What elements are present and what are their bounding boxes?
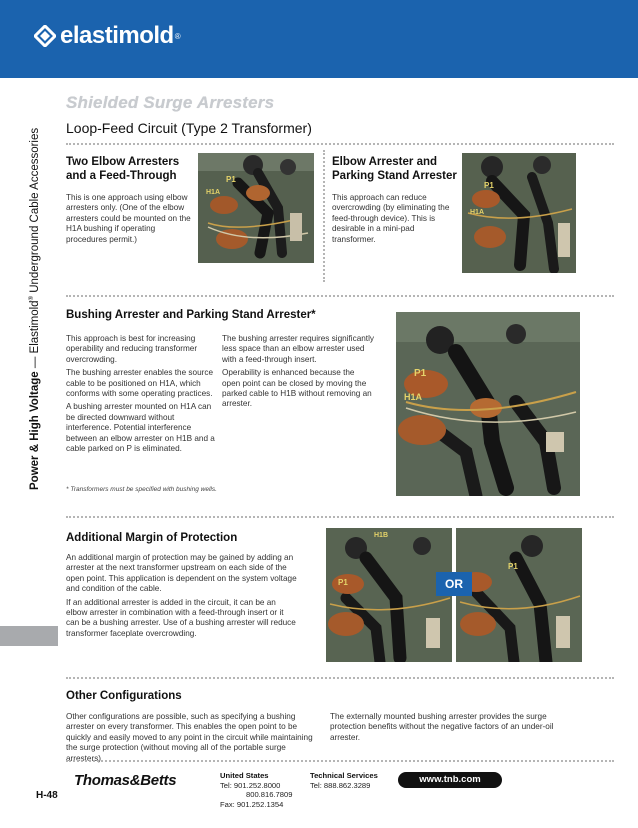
divider xyxy=(66,516,614,518)
elastimold-logo[interactable] xyxy=(34,22,181,50)
photo-elbow-parking-arrester xyxy=(462,153,576,273)
photo-label-h1b: H1B xyxy=(374,532,389,539)
divider xyxy=(66,677,614,679)
category-separator: — xyxy=(28,353,41,372)
photo-two-elbow-arresters xyxy=(198,153,314,263)
us-contact: United States Tel: 901.252.8000 800.816.7809 Fax: 901.252.1354 xyxy=(220,771,293,809)
section-tab-marker xyxy=(0,626,58,646)
photo-label-h1a: H1A xyxy=(404,392,423,402)
bushing-footnote: * Transformers must be specified with bushing wells. xyxy=(66,486,217,493)
other-configs-heading: Other Configurations xyxy=(66,690,182,702)
category-bold: Power & High Voltage xyxy=(28,371,41,490)
elbow-parking-body: This approach can reduce overcrowding (by eliminating the feed-through device). This is desirable in a mini-pad transformer. xyxy=(332,193,450,244)
photo-label-h1a: H1A xyxy=(206,189,221,196)
bushing-parking-heading: Bushing Arrester and Parking Stand Arrester* xyxy=(66,309,316,321)
photo-label-p1: P1 xyxy=(226,175,236,184)
elbow-parking-heading: Elbow Arrester and Parking Stand Arrester xyxy=(332,156,457,182)
bushing-parking-col2: The bushing arrester requires significantly less space than an elbow arrester used with a feed-through insert. Operability is enhanced because the open point can be closed by moving the parked cable to H1B without removing an arrester. xyxy=(222,334,374,409)
photo-additional-right xyxy=(456,528,582,662)
two-elbow-heading: Two Elbow Arresters and a Feed-Through xyxy=(66,156,180,182)
header-bar xyxy=(0,0,638,78)
category-registered: ® xyxy=(29,295,35,301)
diamond-logo-icon xyxy=(34,25,56,47)
photo-label-p1: P1 xyxy=(508,562,518,571)
brand-name: elastimold xyxy=(60,22,174,49)
category-brand: Elastimold xyxy=(28,300,41,354)
additional-margin-body: An additional margin of protection may be gained by adding an arrester at the next transformer upstream on each side of the open point. This application is dependent on the system voltage and condition of the cable. If an additional arrester is added in the circuit, it can be an elbow arrester in combination with a feed-through insert or it can be a bushing arrester. Use of a bushing arrester will reduce transformer faceplate overcrowding. xyxy=(66,553,297,638)
other-configs-right: The externally mounted bushing arrester provides the surge protection benefits without the negative factors of an under-oil arrester. xyxy=(330,712,554,742)
additional-margin-heading: Additional Margin of Protection xyxy=(66,532,238,544)
registered-mark: ® xyxy=(174,31,181,41)
photo-label-p1: P1 xyxy=(414,368,427,379)
or-badge: OR xyxy=(436,572,472,596)
divider xyxy=(66,295,614,297)
vertical-divider xyxy=(323,150,325,282)
thomas-betts-logo[interactable]: Thomas&Betts xyxy=(74,772,177,789)
page-title: Shielded Surge Arresters xyxy=(66,93,275,112)
other-configs-left: Other configurations are possible, such as specifying a bushing arrester on every transformer. This enables the open point to be quickly and easily moved to any point in the circuit while maintaining the surge protection (without moving all of the portable surge arresters). xyxy=(66,712,313,763)
photo-label-p1: P1 xyxy=(484,181,494,190)
page-code: H-48 xyxy=(36,790,58,801)
bushing-parking-col1: This approach is best for increasing operability and reducing transformer overcrowding. The bushing arrester enables the source cable to be positioned on H1A, which conforms with some operating practices. A bushing arrester mounted on H1A can be directed downward without interference. Potential interference between an elbow arrester on H1B and a cable parked on P is eliminated. xyxy=(66,334,215,454)
side-category-label xyxy=(22,118,42,490)
category-rest: Underground Cable Accessories xyxy=(28,127,41,296)
photo-label-h1a: H1A xyxy=(470,209,485,216)
photo-bushing-arrester xyxy=(396,312,580,496)
divider xyxy=(66,143,614,145)
divider xyxy=(66,760,614,762)
photo-additional-left xyxy=(326,528,452,662)
website-link[interactable]: www.tnb.com xyxy=(398,772,502,788)
page-subtitle: Loop-Feed Circuit (Type 2 Transformer) xyxy=(66,120,312,136)
two-elbow-body: This is one approach using elbow arresters only. (One of the elbow arresters could be mounted on the H1A bushing if operating procedures permit.) xyxy=(66,193,191,244)
photo-label-p1: P1 xyxy=(338,578,348,587)
tech-contact: Technical Services Tel: 888.862.3289 xyxy=(310,771,378,790)
